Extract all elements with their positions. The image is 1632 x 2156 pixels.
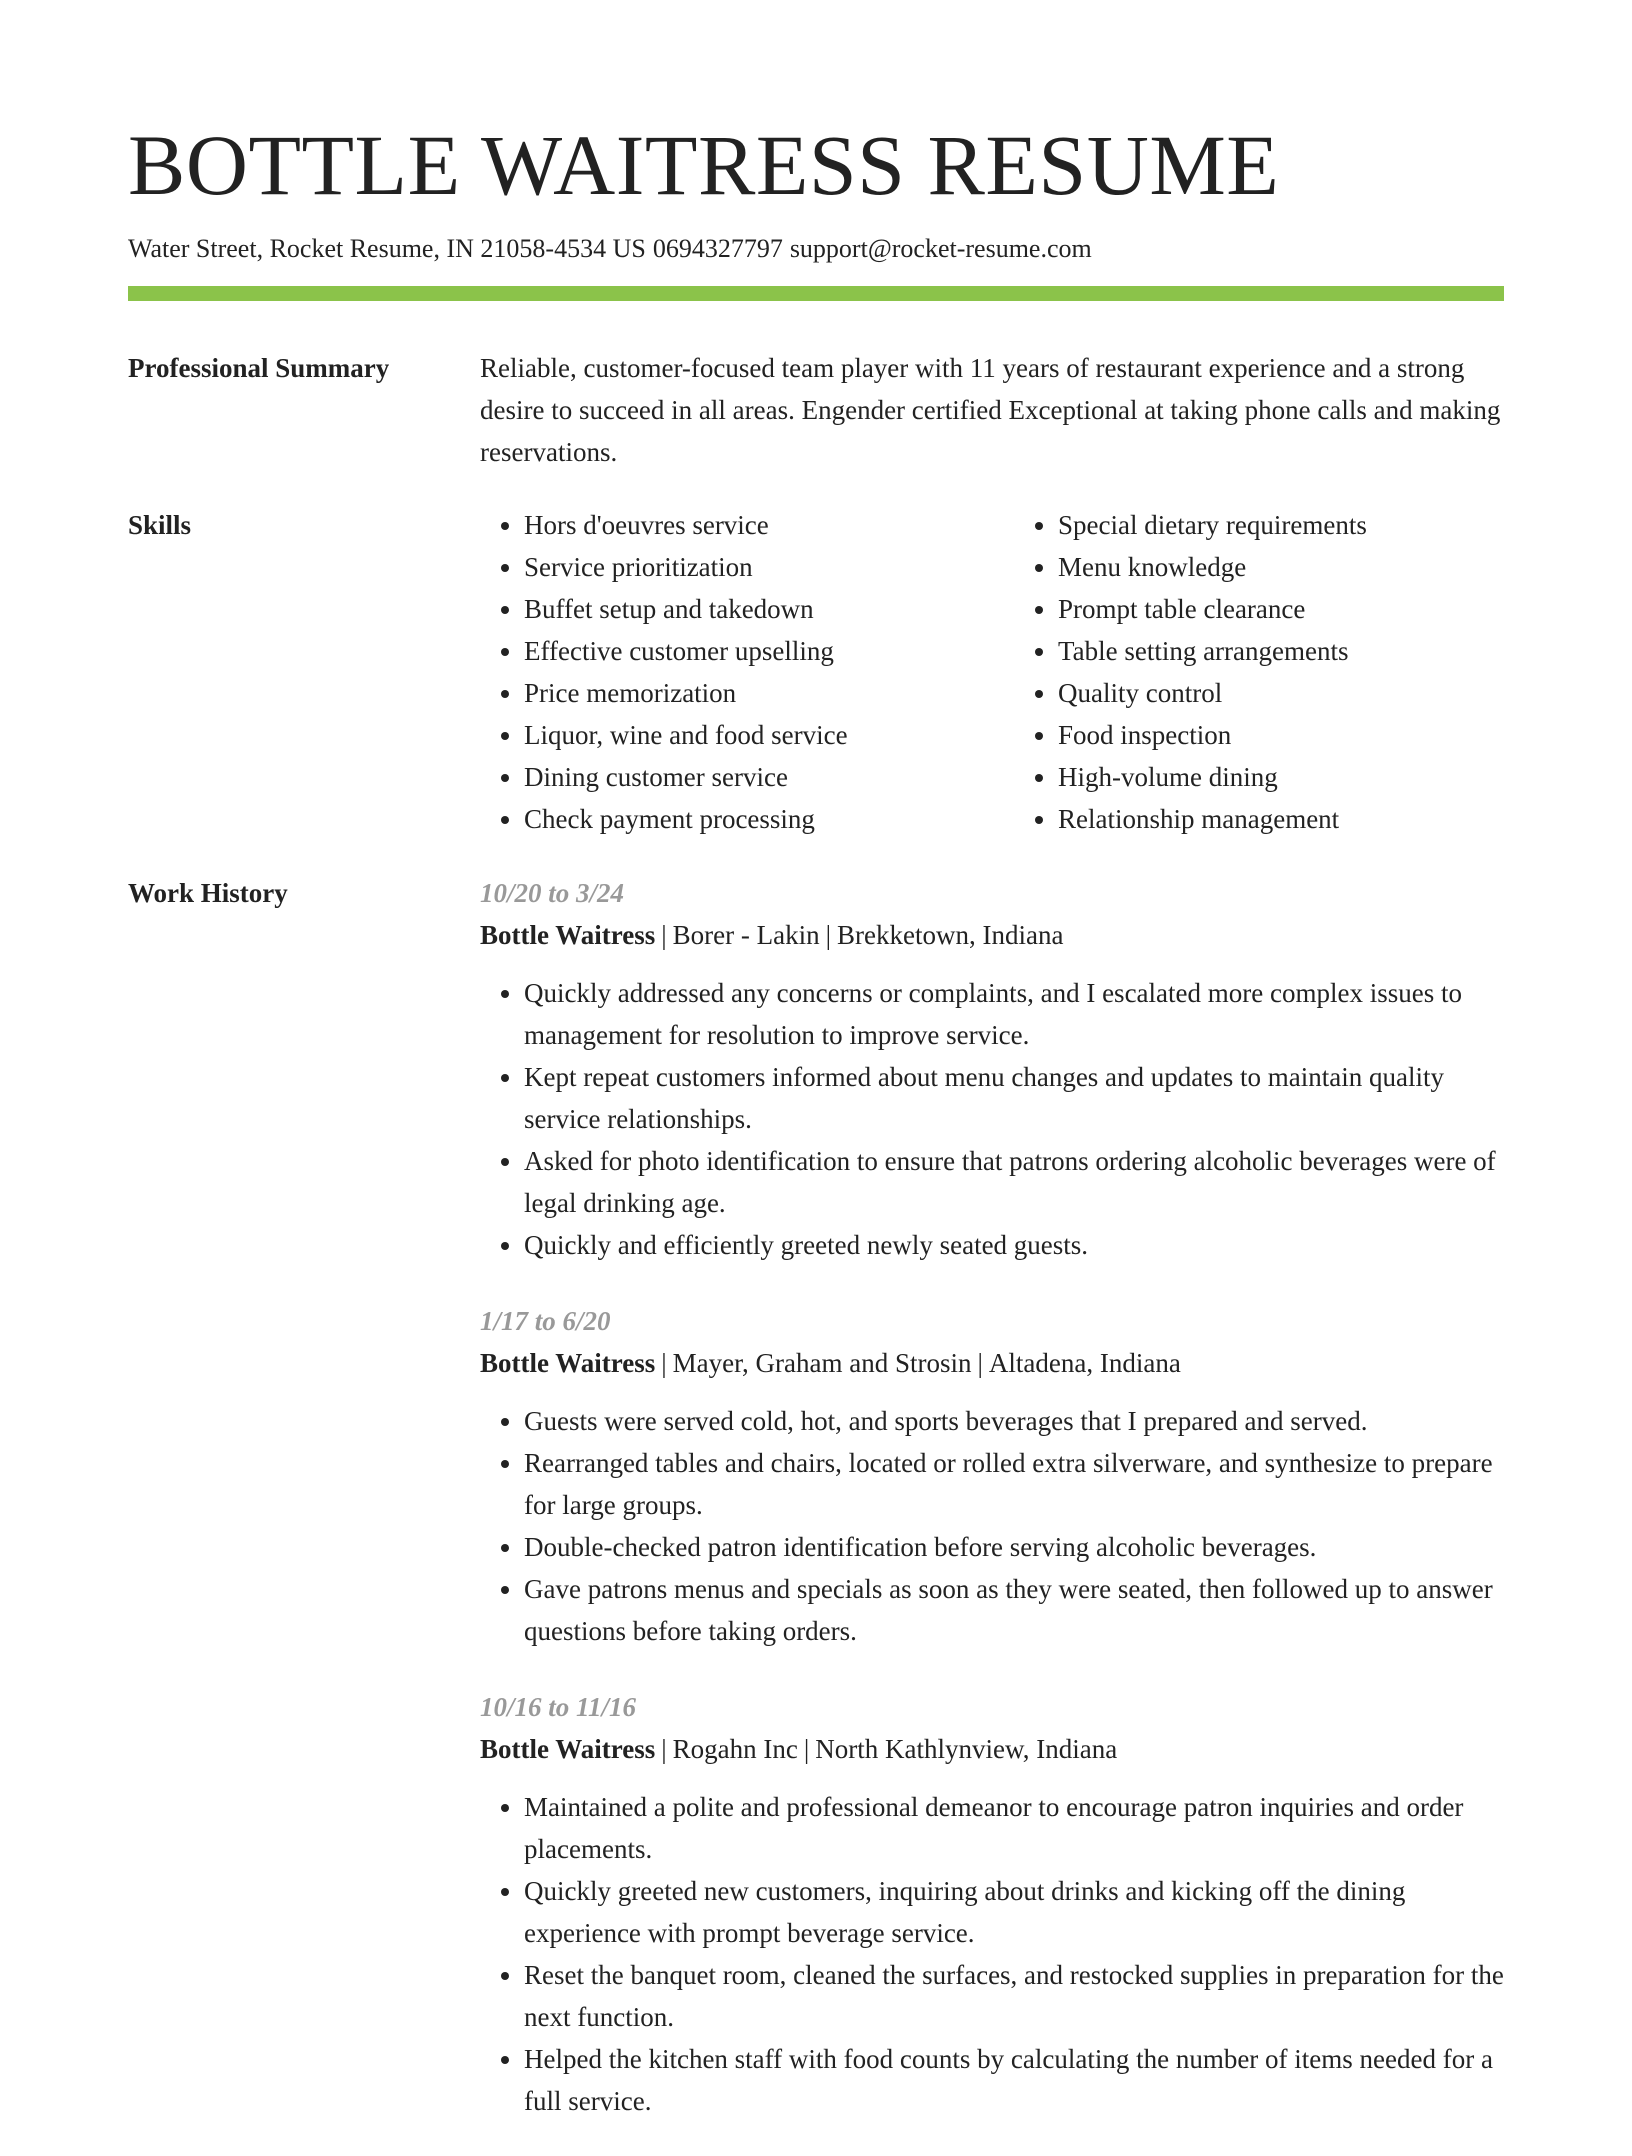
header-divider — [128, 286, 1504, 301]
job-dates: 10/16 to 11/16 — [480, 1692, 637, 1722]
job-location: North Kathlynview, Indiana — [815, 1734, 1118, 1764]
skill-item: • Special dietary requirements — [1058, 504, 1504, 546]
skill-item: • Check payment processing — [524, 798, 970, 840]
duty-item: • Reset the banquet room, cleaned the surfaces, and restocked supplies in preparation for the next function. — [524, 1954, 1504, 2038]
skill-item: • Price memorization — [524, 672, 970, 714]
job-entry — [480, 1686, 1504, 2122]
job-title: Bottle Waitress — [480, 1734, 656, 1764]
job-heading: Bottle Waitress | Rogahn Inc | North Kathlynview, Indiana — [480, 1734, 1118, 1764]
job-entry — [480, 1300, 1504, 1652]
page-title: BOTTLE WAITRESS RESUME — [128, 117, 1280, 213]
summary-text: Reliable, customer-focused team player with 11 years of restaurant experience and a strong desire to succeed in all areas. Engender certified Exceptional at taking phone calls and making reservations. — [480, 353, 1501, 467]
job-location: Brekketown, Indiana — [837, 920, 1064, 950]
job-heading: Bottle Waitress | Mayer, Graham and Strosin | Altadena, Indiana — [480, 1348, 1181, 1378]
job-company: Rogahn Inc — [672, 1734, 798, 1764]
job-company: Borer - Lakin — [672, 920, 820, 950]
summary-heading: Professional Summary — [128, 353, 390, 383]
duty-item: • Helped the kitchen staff with food counts by calculating the number of items needed for a full service. — [524, 2038, 1504, 2122]
duty-item: • Gave patrons menus and specials as soon as they were seated, then followed up to answer questions before taking orders. — [524, 1568, 1504, 1652]
skills-list-right — [1014, 504, 1504, 840]
duty-item: • Quickly addressed any concerns or complaints, and I escalated more complex issues to management for resolution to improve service. — [524, 972, 1504, 1056]
skill-item: • Prompt table clearance — [1058, 588, 1504, 630]
duty-item: • Quickly and efficiently greeted newly seated guests. — [524, 1224, 1504, 1266]
skill-item: • High-volume dining — [1058, 756, 1504, 798]
job-duties — [480, 1400, 1504, 1652]
job-duties — [480, 972, 1504, 1266]
job-dates: 10/20 to 3/24 — [480, 878, 625, 908]
contact-phone: 0694327797 — [652, 234, 783, 263]
skill-item: • Dining customer service — [524, 756, 970, 798]
duty-item: • Double-checked patron identification before serving alcoholic beverages. — [524, 1526, 1504, 1568]
work-body — [480, 872, 1504, 2156]
skill-item: • Effective customer upselling — [524, 630, 970, 672]
skills-list-left — [480, 504, 970, 840]
job-dates: 1/17 to 6/20 — [480, 1306, 611, 1336]
skill-item: • Buffet setup and takedown — [524, 588, 970, 630]
job-title: Bottle Waitress — [480, 920, 656, 950]
contact-address: Water Street, Rocket Resume, IN 21058-4534 US — [128, 234, 646, 263]
skill-item: • Table setting arrangements — [1058, 630, 1504, 672]
skill-item: • Menu knowledge — [1058, 546, 1504, 588]
duty-item: • Kept repeat customers informed about menu changes and updates to maintain quality service relationships. — [524, 1056, 1504, 1140]
skills-heading: Skills — [128, 510, 192, 540]
contact-email: support@rocket-resume.com — [789, 234, 1092, 263]
duty-item: • Quickly greeted new customers, inquiring about drinks and kicking off the dining experience with prompt beverage service. — [524, 1870, 1504, 1954]
job-company: Mayer, Graham and Strosin — [672, 1348, 972, 1378]
skill-item: • Service prioritization — [524, 546, 970, 588]
job-entry — [480, 872, 1504, 1266]
skill-item: • Quality control — [1058, 672, 1504, 714]
duty-item: • Maintained a polite and professional demeanor to encourage patron inquiries and order placements. — [524, 1786, 1504, 1870]
duty-item: • Rearranged tables and chairs, located or rolled extra silverware, and synthesize to prepare for large groups. — [524, 1442, 1504, 1526]
summary-body — [480, 347, 1504, 473]
skill-item: • Relationship management — [1058, 798, 1504, 840]
work-heading: Work History — [128, 878, 288, 908]
skill-item: • Liquor, wine and food service — [524, 714, 970, 756]
skill-item: • Hors d'oeuvres service — [524, 504, 970, 546]
job-title: Bottle Waitress — [480, 1348, 656, 1378]
job-heading: Bottle Waitress | Borer - Lakin | Brekketown, Indiana — [480, 920, 1064, 950]
job-duties — [480, 1786, 1504, 2122]
job-location: Altadena, Indiana — [988, 1348, 1181, 1378]
contact-line — [128, 230, 1092, 268]
duty-item: • Guests were served cold, hot, and sports beverages that I prepared and served. — [524, 1400, 1504, 1442]
skill-item: • Food inspection — [1058, 714, 1504, 756]
duty-item: • Asked for photo identification to ensure that patrons ordering alcoholic beverages were of legal drinking age. — [524, 1140, 1504, 1224]
skills-body — [480, 504, 1504, 840]
